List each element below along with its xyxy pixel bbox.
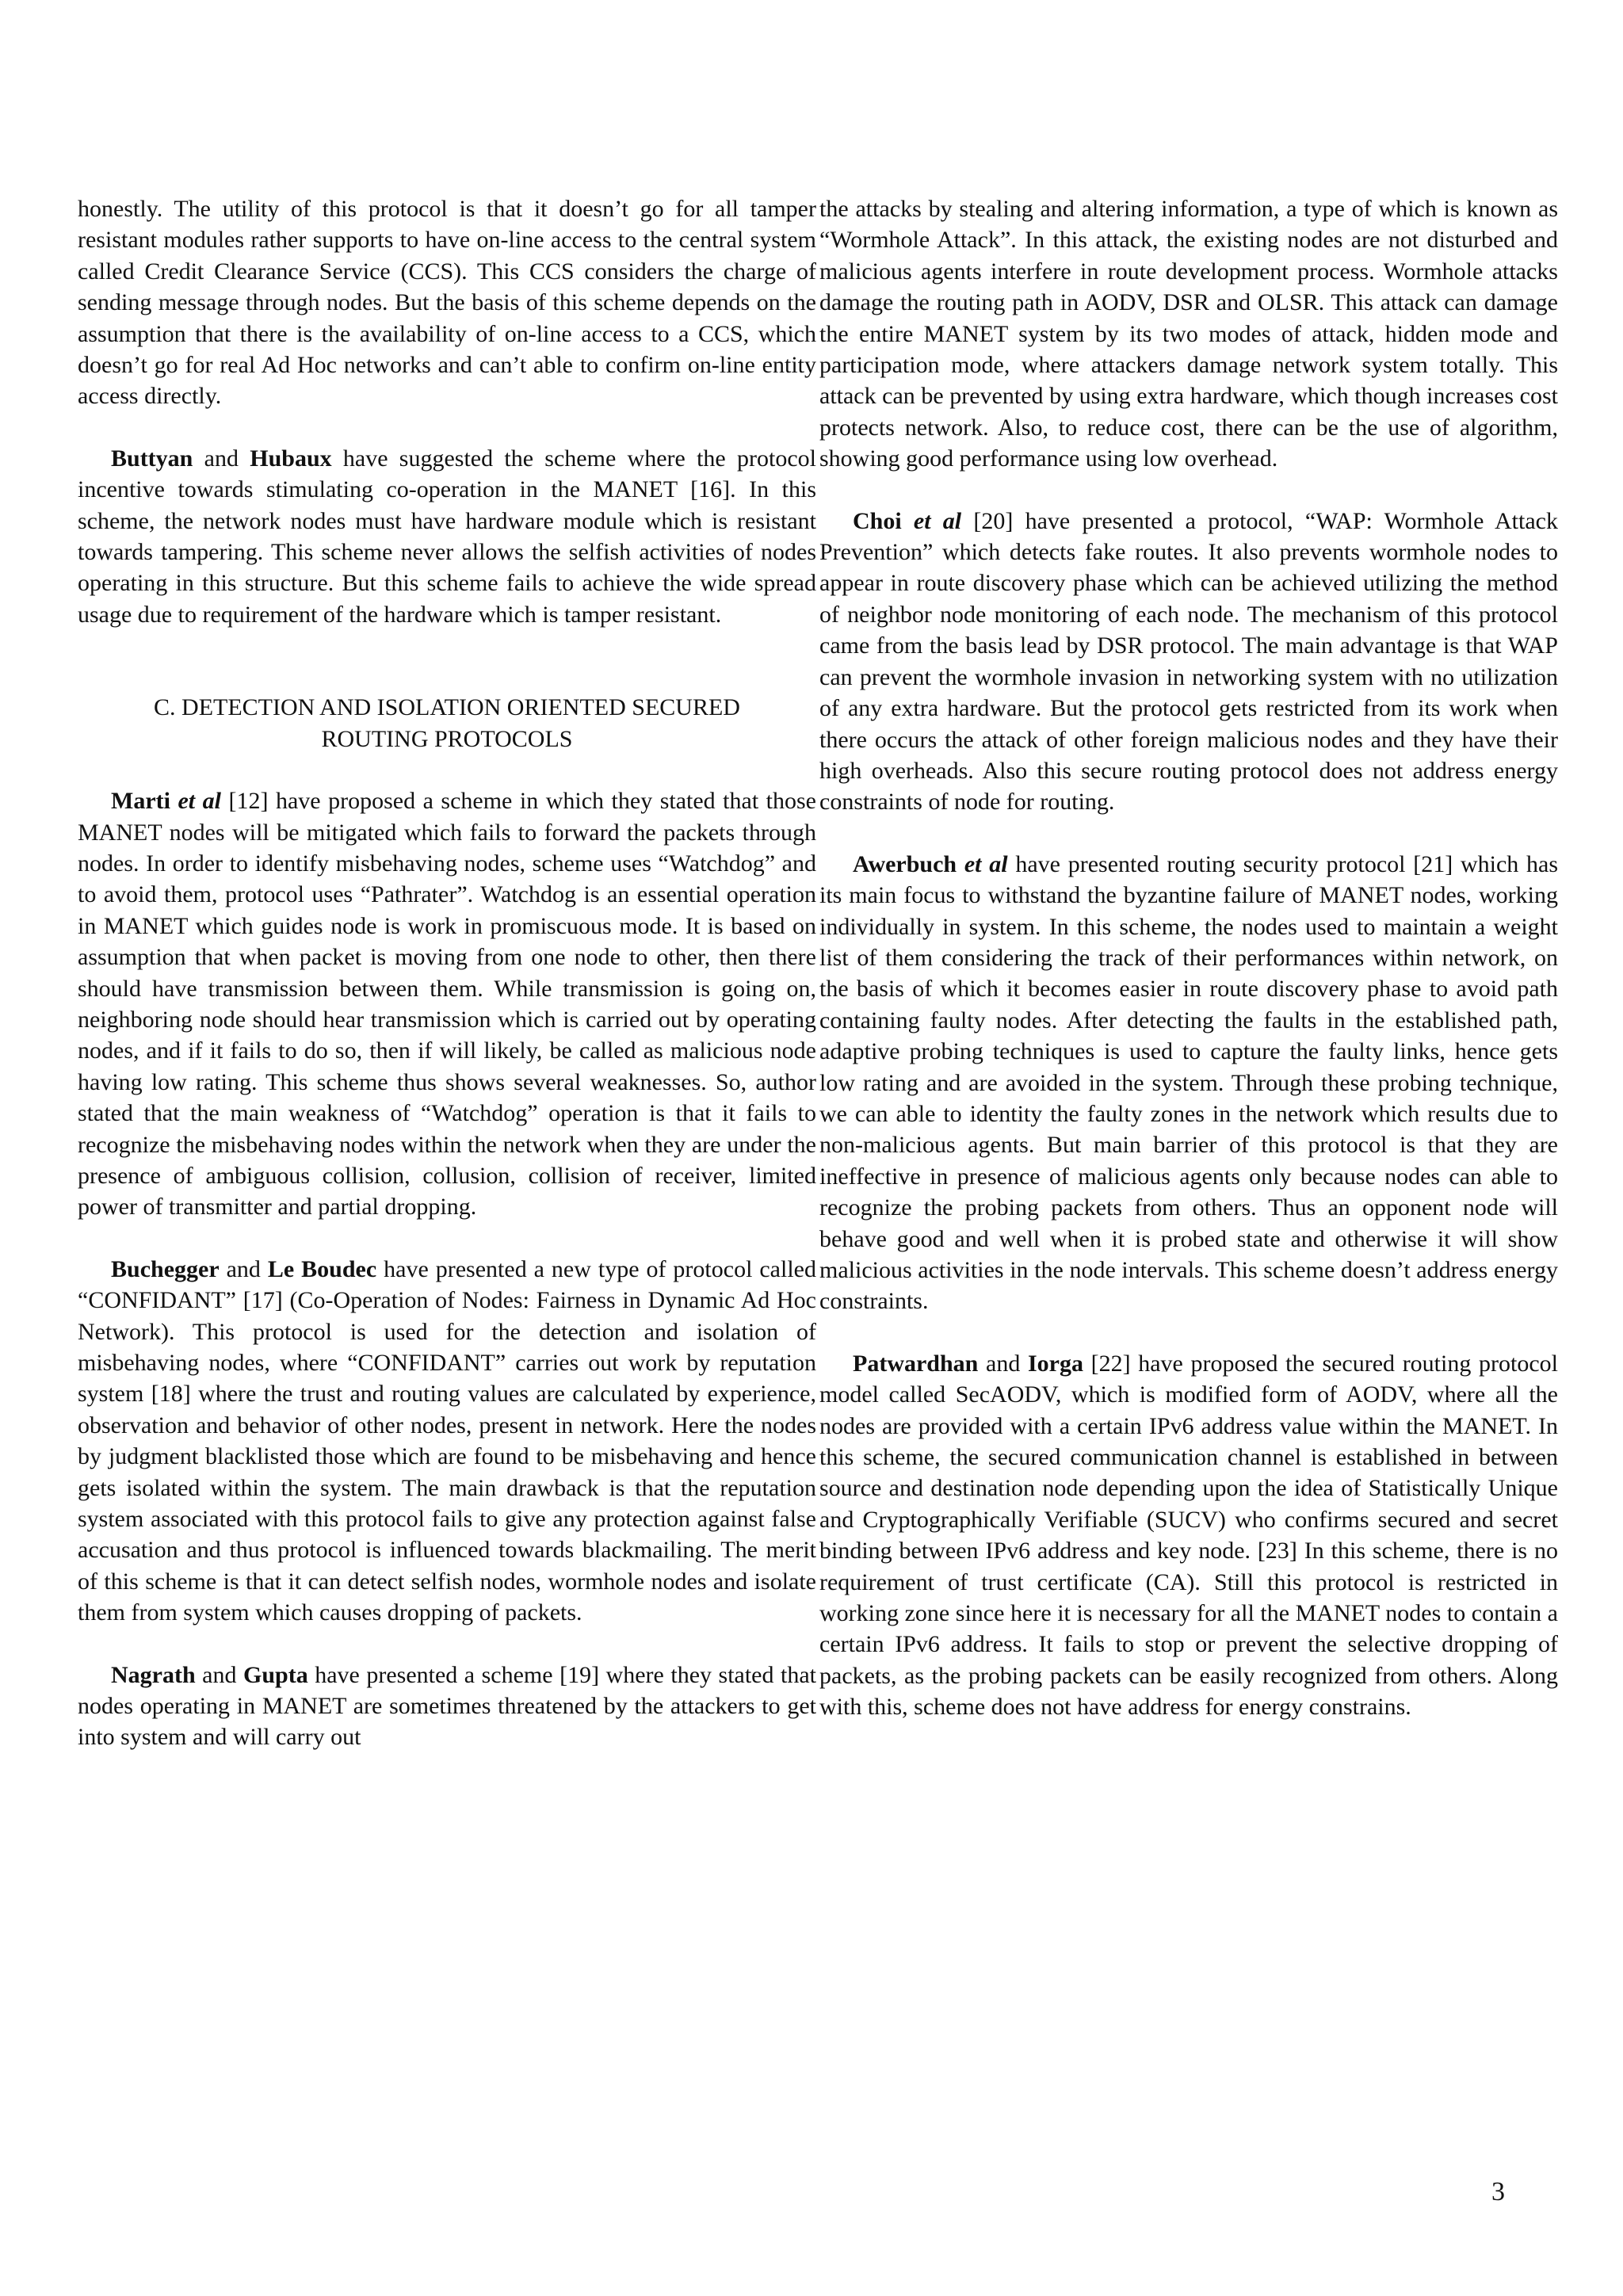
author-name: Marti <box>111 788 170 815</box>
paragraph-ccs-continuation: honestly. The utility of this protocol is that it doesn’t go for all tamper resistant modules rather supports to have on-line access to the central system called Credit Clearance Service (CCS). This CCS considers the charge of sending message through nodes. But the basis of this scheme depends on the assumption that there is the availability of on-line access to a CCS, which doesn’t go for real Ad Hoc networks and can’t able to confirm on-line entity access directly. <box>78 196 816 410</box>
page-number: 3 <box>1491 2177 1505 2206</box>
et-al: et al <box>964 850 1008 877</box>
author-name: Nagrath <box>111 1661 196 1688</box>
paragraph-buttyan-hubaux: Buttyan and Hubaux have suggested the scheme where the protocol incentive towards stimulating co-operation in the MANET [16]. In this scheme, the network nodes must have hardware module which is resistant towards tampering. This scheme never allows the selfish activities of nodes operating in this structure. But this scheme fails to achieve the wide spread usage due to requirement of the hardware which is tamper resistant. <box>78 445 816 628</box>
et-al: et al <box>913 507 962 534</box>
left-column <box>78 193 816 1753</box>
section-heading: C. DETECTION AND ISOLATION ORIENTED SECURED ROUTING PROTOCOLS <box>154 694 740 752</box>
paragraph-marti: Marti et al [12] have proposed a scheme in which they stated that those MANET nodes will be mitigated which fails to forward the packets through nodes. In order to identify misbehaving nodes, scheme uses “Watchdog” and to avoid them, protocol uses “Pathrater”. Watchdog is an essential operation in MANET which guides node is work in promiscuous mode. It is based on assumption that when packet is moving from one node to other, then there should have transmission between them. While transmission is going on, neighboring node should hear transmission which is carried out by operating nodes, and if it fails to do so, then if will likely, be called as malicious node having low rating. This scheme thus shows several weaknesses. So, author stated that the main weakness of “Watchdog” operation is that it fails to recognize the misbehaving nodes within the network when they are under the presence of ambiguous collision, collusion, collision of receiver, limited power of transmitter and partial dropping. <box>78 788 817 1221</box>
et-al: et al <box>178 788 221 815</box>
author-name: Patwardhan <box>853 1350 979 1377</box>
author-name: Gupta <box>243 1661 308 1688</box>
author-name: Le Boudec <box>267 1255 377 1282</box>
paragraph-choi: Choi et al [20] have presented a protocol, “WAP: Wormhole Attack Prevention” which detects fake routes. It also prevents wormhole nodes to appear in route discovery phase which can be achieved utilizing the method of neighbor node monitoring of each node. The mechanism of this protocol came from the basis lead by DSR protocol. The main advantage is that WAP can prevent the wormhole invasion in networking system with no utilization of any extra hardware. But the protocol gets restricted from its work when there occurs the attack of other foreign malicious nodes and they have their high overheads. Also this secure routing protocol does not address energy constraints of node for routing. <box>819 507 1558 816</box>
author-name: Buchegger <box>111 1255 220 1282</box>
author-name: Awerbuch <box>853 850 957 877</box>
paragraph-patwardhan: Patwardhan and Iorga [22] have proposed the secured routing protocol model called SecAODV, which is modified form of AODV, where all the nodes are provided with a certain IPv6 address value within the MANET. In this scheme, the secured communication channel is established in between source and destination node depending upon the idea of Statistically Unique and Cryptographically Verifiable (SUCV) who confirms secured and secret binding between IPv6 address and key node. [23] In this scheme, there is no requirement of trust certificate (CA). Still this protocol is restricted in working zone since here it is necessary for all the MANET nodes to contain a certain IPv6 address. It fails to stop or prevent the selective dropping of packets, as the probing packets can be easily recognized from others. Along with this, scheme does not have address for energy constrains. <box>819 1350 1558 1721</box>
paragraph-nagrath: Nagrath and Gupta have presented a scheme [19] where they stated that nodes operating in MANET are sometimes threatened by the attackers to get into system and will carry out <box>78 1661 816 1751</box>
paragraph-wormhole-continuation: the attacks by stealing and altering information, a type of which is known as “Wormhole Attack”. In this attack, the existing nodes are not disturbed and malicious agents interfere in route development process. Wormhole attacks damage the routing path in AODV, DSR and OLSR. This attack can damage the entire MANET system by its two modes of attack, hidden mode and participation mode, where attackers damage network system totally. This attack can be prevented by using extra hardware, which though increases cost protects network. Also, to reduce cost, there can be the use of algorithm, showing good performance using low overhead. <box>819 196 1558 472</box>
author-name: Choi <box>853 507 902 534</box>
author-name: Iorga <box>1027 1350 1083 1377</box>
author-name: Buttyan <box>111 445 193 472</box>
paragraph-awerbuch: Awerbuch et al have presented routing security protocol [21] which has its main focus to withstand the byzantine failure of MANET nodes, working individually in system. In this scheme, the nodes used to maintain a weight list of them considering the track of their performances within network, on the basis of which it becomes easier in route discovery phase to avoid path containing faulty nodes. After detecting the faults in the established path, adaptive probing techniques is used to capture the faulty links, hence gets low rating and are avoided in the system. Through these probing technique, we can able to identity the faulty zones in the network which results due to non-malicious agents. But main barrier of this protocol is that they are ineffective in presence of malicious agents only because nodes can able to recognize the probing packets from others. Thus an opponent node will behave good and well when it is probed state and otherwise it will show malicious activities in the node intervals. This scheme doesn’t address energy constraints. <box>819 850 1558 1315</box>
right-column <box>819 193 1558 1723</box>
paragraph-buchegger: Buchegger and Le Boudec have presented a new type of protocol called “CONFIDANT” [17] (Co-Operation of Nodes: Fairness in Dynamic Ad Hoc Network). This protocol is used for the detection and isolation of misbehaving nodes, where “CONFIDANT” carries out work by reputation system [18] where the trust and routing values are calculated by experience, observation and behavior of other nodes, present in network. Here the nodes by judgment blacklisted those which are found to be misbehaving and hence gets isolated within the system. The main drawback is that the reputation system associated with this protocol fails to give any protection against false accusation and thus protocol is influenced towards blackmailing. The merit of this scheme is that it can detect selfish nodes, wormhole nodes and isolate them from system which causes dropping of packets. <box>78 1255 816 1626</box>
author-name: Hubaux <box>250 445 332 472</box>
